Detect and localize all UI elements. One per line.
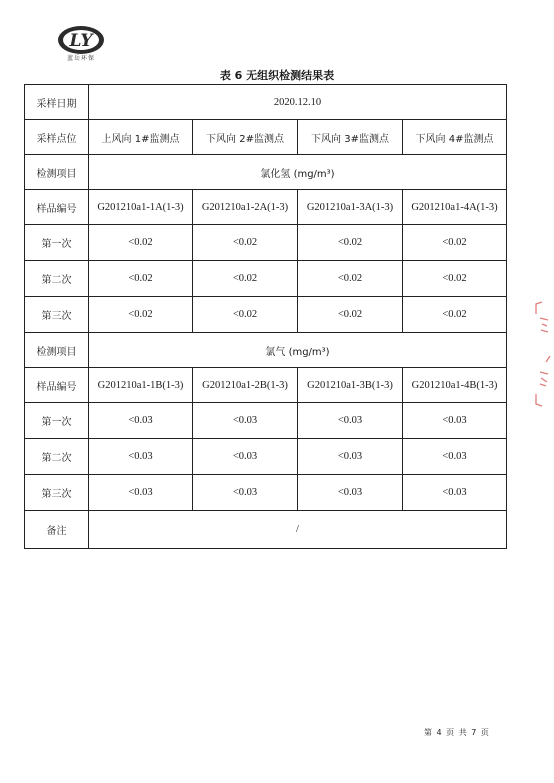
sample-id-cell: G201210a1-2B(1-3) xyxy=(193,368,298,403)
result-cell: <0.03 xyxy=(89,439,193,475)
result-cell: <0.03 xyxy=(298,439,403,475)
sample-id-label: 样品编号 xyxy=(25,368,89,403)
result-cell: <0.02 xyxy=(193,261,298,297)
row-result xyxy=(25,261,507,297)
sample-id-label: 样品编号 xyxy=(25,190,89,225)
result-cell: <0.02 xyxy=(298,297,403,333)
point-cell: 下风向 4#监测点 xyxy=(403,120,507,155)
results-table xyxy=(24,84,507,549)
point-cell: 上风向 1#监测点 xyxy=(89,120,193,155)
result-cell: <0.02 xyxy=(298,261,403,297)
test-item-value: 氯化氢 (mg/m³) xyxy=(89,155,507,190)
row-test-item xyxy=(25,155,507,190)
sampling-date-value: 2020.12.10 xyxy=(89,85,507,120)
row-sample-ids xyxy=(25,368,507,403)
row-remark xyxy=(25,511,507,549)
row-test-item xyxy=(25,333,507,368)
result-cell: <0.02 xyxy=(403,261,507,297)
table-title: 表 6 无组织检测结果表 xyxy=(219,69,335,82)
sample-id-cell: G201210a1-3B(1-3) xyxy=(298,368,403,403)
result-cell: <0.02 xyxy=(89,225,193,261)
result-cell: <0.03 xyxy=(403,475,507,511)
row-sample-ids xyxy=(25,190,507,225)
test-item-label: 检测项目 xyxy=(25,155,89,190)
row-result xyxy=(25,439,507,475)
remark-label: 备注 xyxy=(25,511,89,549)
row-sampling-points xyxy=(25,120,507,155)
point-cell: 下风向 3#监测点 xyxy=(298,120,403,155)
result-cell: <0.02 xyxy=(298,225,403,261)
point-cell: 下风向 2#监测点 xyxy=(193,120,298,155)
result-cell: <0.03 xyxy=(89,475,193,511)
result-round-label: 第三次 xyxy=(25,297,89,333)
result-round-label: 第二次 xyxy=(25,261,89,297)
sample-id-cell: G201210a1-3A(1-3) xyxy=(298,190,403,225)
result-round-label: 第一次 xyxy=(25,225,89,261)
result-cell: <0.02 xyxy=(193,225,298,261)
result-cell: <0.03 xyxy=(193,475,298,511)
logo-caption: 蓝岳环保 xyxy=(66,55,95,62)
row-result xyxy=(25,403,507,439)
result-round-label: 第三次 xyxy=(25,475,89,511)
result-cell: <0.03 xyxy=(298,403,403,439)
test-item-label: 检测项目 xyxy=(25,333,89,368)
page-number: 第 4 页 共 7 页 xyxy=(424,728,490,737)
result-cell: <0.03 xyxy=(403,403,507,439)
sample-id-cell: G201210a1-1A(1-3) xyxy=(89,190,193,225)
result-cell: <0.03 xyxy=(89,403,193,439)
test-item-value: 氯气 (mg/m³) xyxy=(89,333,507,368)
result-cell: <0.02 xyxy=(403,297,507,333)
sampling-date-label: 采样日期 xyxy=(25,85,89,120)
result-round-label: 第二次 xyxy=(25,439,89,475)
remark-value: / xyxy=(89,511,507,549)
svg-text:LY: LY xyxy=(69,31,93,51)
row-result xyxy=(25,225,507,261)
result-cell: <0.03 xyxy=(298,475,403,511)
result-cell: <0.02 xyxy=(193,297,298,333)
result-cell: <0.02 xyxy=(89,261,193,297)
result-cell: <0.03 xyxy=(193,439,298,475)
result-round-label: 第一次 xyxy=(25,403,89,439)
sample-id-cell: G201210a1-1B(1-3) xyxy=(89,368,193,403)
sample-id-cell: G201210a1-4A(1-3) xyxy=(403,190,507,225)
seal-stamp xyxy=(528,298,554,408)
sample-id-cell: G201210a1-4B(1-3) xyxy=(403,368,507,403)
row-result xyxy=(25,475,507,511)
result-cell: <0.03 xyxy=(193,403,298,439)
row-result xyxy=(25,297,507,333)
sample-id-cell: G201210a1-2A(1-3) xyxy=(193,190,298,225)
result-cell: <0.02 xyxy=(403,225,507,261)
result-cell: <0.02 xyxy=(89,297,193,333)
row-sampling-date xyxy=(25,85,507,120)
result-cell: <0.03 xyxy=(403,439,507,475)
sampling-point-label: 采样点位 xyxy=(25,120,89,155)
